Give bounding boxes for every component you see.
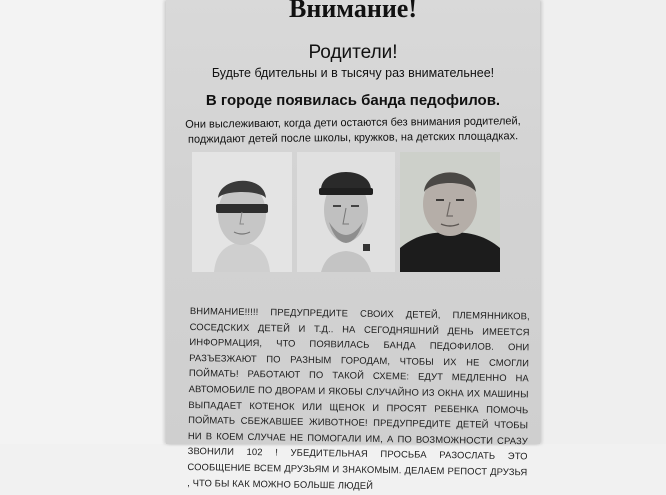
suspect-photo-3 [400,152,500,272]
description-text: Они выслеживают, когда дети остаются без внимания родителей, поджидают детей после школы, кружков, на детских площадках. [185,115,521,146]
background-left [0,0,166,444]
background-right [540,0,666,444]
suspect-sketch-1 [192,152,292,272]
parents-heading: Родители! [308,42,398,63]
gang-warning: В городе появилась банда педофилов. [205,92,501,109]
poster-title: Внимание! [289,0,417,23]
poster-sheet [166,0,540,491]
suspect-sketch-2 [297,152,395,272]
warning-body-text: ВНИМАНИЕ!!!!! ПРЕДУПРЕДИТЕ СВОИХ ДЕТЕЙ, ПЛЕМЯННИКОВ, СОСЕДСКИХ ДЕТЕЙ И Т.Д.. НА СЕГОДНЯШНИЙ ДЕНЬ ИМЕЕТСЯ ИНФОРМАЦИЯ, ЧТО ПОЯВИЛАСЬ БАНДА ПЕДОФИЛОВ. ОНИ РАЗЪЕЗЖАЮТ ПО РАЗНЫМ ГОРОДАМ, ЧТОБЫ ИХ НЕ СМОГЛИ ПОЙМАТЬ! РАБОТАЮТ ПО ТАКОЙ СХЕМЕ: ЕДУТ МЕДЛЕННО НА АВТОМОБИЛЕ ПО ДВОРАМ И ЯКОБЫ СЛУЧАЙНО ИЗ ОКНА ИХ МАШИНЫ ВЫПАДАЕТ КОТЕНОК ИЛИ ЩЕНОК И ПРОСЯТ РЕБЕНКА ПОМОЧЬ ПОЙМАТЬ СБЕЖАВШЕЕ ЖИВОТНОЕ! ПРЕДУПРЕДИТЕ ДЕТЕЙ ЧТОБЫ НИ В КОЕМ СЛУЧАЕ НЕ ПОМОГАЛИ ИМ, А ПО ВОЗМОЖНОСТИ СРАЗУ ЗВОНИЛИ 102 ! УБЕДИТЕЛЬНАЯ ПРОСЬБА РАЗОСЛАТЬ ЭТО СООБЩЕНИЕ ВСЕМ ДРУЗЬЯМ И ЗНАКОМЫМ. ДЕЛАЕМ РЕПОСТ ДРУЗЬЯ , ЧТО БЫ КАК МОЖНО БОЛЬШЕ ЛЮДЕЙ [187,304,530,491]
vigilance-subheading: Будьте бдительны и в тысячу раз внимательнее! [211,66,495,80]
